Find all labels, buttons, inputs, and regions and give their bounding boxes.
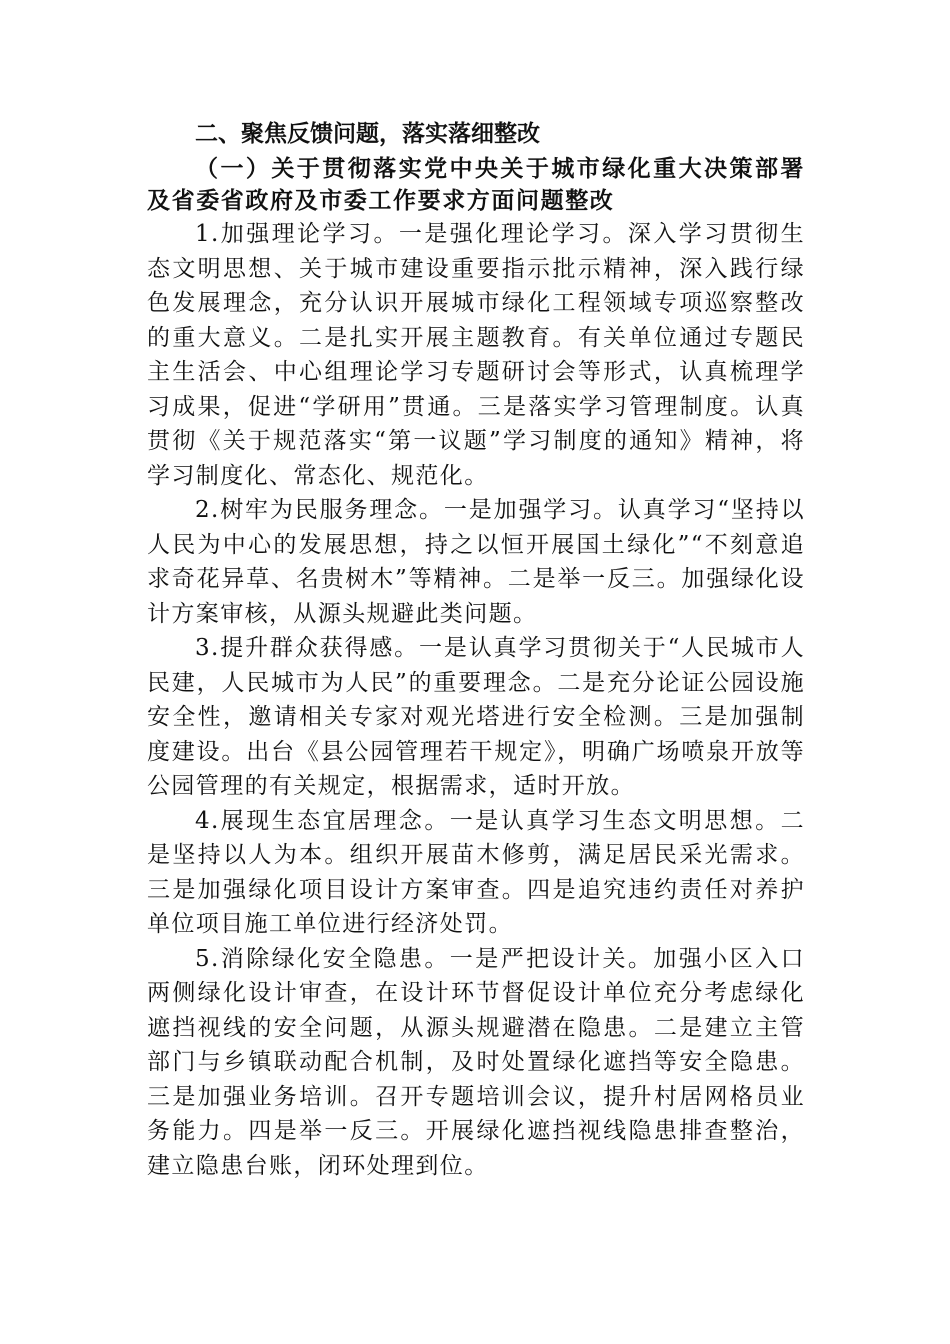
- paragraph-3: 3.提升群众获得感。一是认真学习贯彻关于“人民城市人民建，人民城市为人民”的重要理念。二是充分论证公园设施安全性，邀请相关专家对观光塔进行安全检测。三是加强制度建设。出台《县公园管理若干规定》，明确广场喷泉开放等公园管理的有关规定，根据需求，适时开放。: [147, 635, 805, 799]
- subsection-heading: （一）关于贯彻落实党中央关于城市绿化重大决策部署及省委省政府及市委工作要求方面问题整改: [147, 155, 805, 214]
- document-page: [147, 116, 805, 1183]
- paragraph-5: 5.消除绿化安全隐患。一是严把设计关。加强小区入口两侧绿化设计审查，在设计环节督促设计单位充分考虑绿化遮挡视线的安全问题，从源头规避潜在隐患。二是建立主管部门与乡镇联动配合机制，及时处置绿化遮挡等安全隐患。三是加强业务培训。召开专题培训会议，提升村居网格员业务能力。四是举一反三。开展绿化遮挡视线隐患排查整治，建立隐患台账，闭环处理到位。: [147, 945, 805, 1179]
- section-heading: 二、聚焦反馈问题，落实落细整改: [195, 121, 540, 147]
- paragraph-2: 2.树牢为民服务理念。一是加强学习。认真学习“坚持以人民为中心的发展思想，持之以恒开展国土绿化”“不刻意追求奇花异草、名贵树木”等精神。二是举一反三。加强绿化设计方案审核，从源头规避此类问题。: [147, 497, 805, 627]
- paragraph-4: 4.展现生态宜居理念。一是认真学习生态文明思想。二是坚持以人为本。组织开展苗木修剪，满足居民采光需求。三是加强绿化项目设计方案审查。四是追究违约责任对养护单位项目施工单位进行经济处罚。: [147, 807, 805, 937]
- paragraph-1: 1.加强理论学习。一是强化理论学习。深入学习贯彻生态文明思想、关于城市建设重要指示批示精神，深入践行绿色发展理念，充分认识开展城市绿化工程领域专项巡察整改的重大意义。二是扎实开展主题教育。有关单位通过专题民主生活会、中心组理论学习专题研讨会等形式，认真梳理学习成果，促进“学研用”贯通。三是落实学习管理制度。认真贯彻《关于规范落实“第一议题”学习制度的通知》精神，将学习制度化、常态化、规范化。: [147, 221, 805, 489]
